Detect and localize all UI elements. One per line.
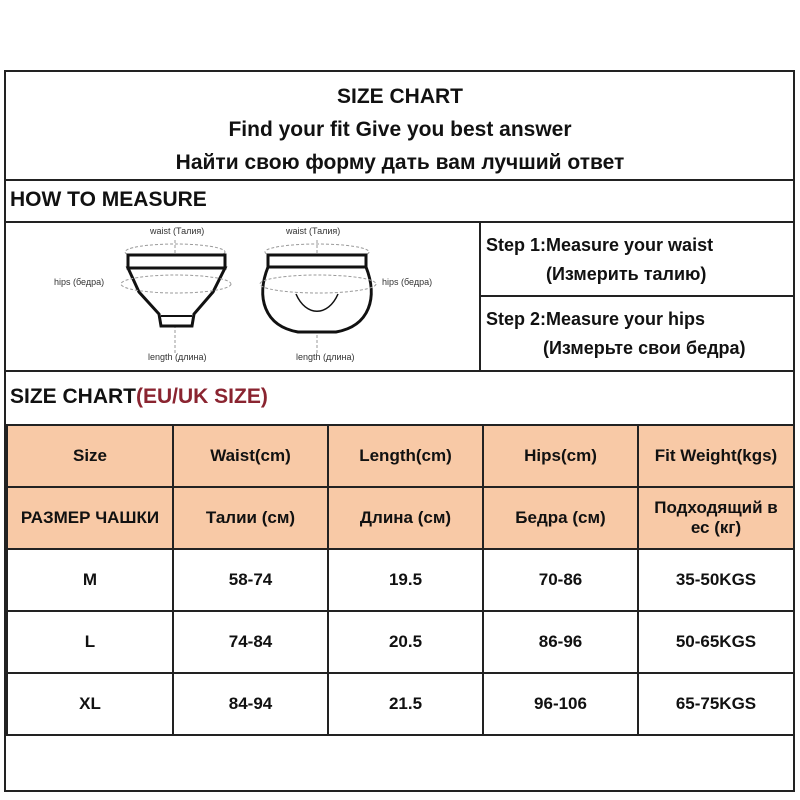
cell-hips: 86-96	[483, 611, 638, 673]
cell-weight: 65-75KGS	[638, 673, 794, 735]
header-row-en	[7, 425, 794, 487]
cell-hips: 96-106	[483, 673, 638, 735]
cell-length: 21.5	[328, 673, 483, 735]
step2-ru: (Измерьте свои бедра)	[543, 338, 746, 358]
header-weight-ru: Подходящий в ес (кг)	[638, 487, 794, 549]
title-subtitle-ru: Найти свою форму дать вам лучший ответ	[175, 151, 625, 174]
divider-diagram-bottom	[4, 370, 795, 372]
step1-en: Step 1:Measure your waist	[486, 235, 714, 255]
divider-title	[4, 179, 795, 181]
header-length: Length(cm)	[328, 425, 483, 487]
cell-waist: 74-84	[173, 611, 328, 673]
cell-length: 20.5	[328, 611, 483, 673]
cell-size: XL	[7, 673, 173, 735]
header-row-ru	[7, 487, 794, 549]
size-chart-heading	[10, 385, 268, 409]
cell-weight: 35-50KGS	[638, 549, 794, 611]
size-chart-heading-main: SIZE CHART	[10, 385, 136, 408]
cell-size: L	[7, 611, 173, 673]
divider-steps	[479, 295, 795, 297]
cell-waist: 58-74	[173, 549, 328, 611]
length-label-right: length (длина)	[296, 352, 355, 362]
header-hips: Hips(cm)	[483, 425, 638, 487]
header-size-ru: РАЗМЕР ЧАШКИ	[7, 487, 173, 549]
step1-ru: (Измерить талию)	[546, 264, 707, 284]
table-row-xl	[7, 673, 794, 735]
step2-en: Step 2:Measure your hips	[486, 309, 706, 329]
hips-label-left: hips (бедра)	[54, 277, 105, 287]
table-row-l	[7, 611, 794, 673]
header-weight: Fit Weight(kgs)	[638, 425, 794, 487]
header-waist: Waist(cm)	[173, 425, 328, 487]
length-label-left: length (длина)	[148, 352, 207, 362]
title-block	[0, 80, 800, 179]
size-chart-heading-accent: (EU/UK SIZE)	[136, 385, 268, 408]
title-size-chart: SIZE CHART	[337, 85, 463, 108]
waist-label-right: waist (Талия)	[286, 226, 341, 236]
cell-waist: 84-94	[173, 673, 328, 735]
brief-diagram-right	[260, 226, 432, 362]
size-table	[6, 424, 795, 736]
title-subtitle-en: Find your fit Give you best answer	[228, 118, 572, 141]
cell-length: 19.5	[328, 549, 483, 611]
cell-size: M	[7, 549, 173, 611]
how-to-measure-heading: HOW TO MEASURE	[10, 188, 207, 211]
header-size: Size	[7, 425, 173, 487]
header-waist-ru: Талии (см)	[173, 487, 328, 549]
header-length-ru: Длина (см)	[328, 487, 483, 549]
hips-label-right: hips (бедра)	[382, 277, 433, 287]
header-hips-ru: Бедра (см)	[483, 487, 638, 549]
table-row-m	[7, 549, 794, 611]
measure-diagram	[6, 222, 478, 370]
cell-hips: 70-86	[483, 549, 638, 611]
brief-diagram-left	[54, 226, 231, 362]
waist-label-left: waist (Талия)	[150, 226, 205, 236]
cell-weight: 50-65KGS	[638, 611, 794, 673]
